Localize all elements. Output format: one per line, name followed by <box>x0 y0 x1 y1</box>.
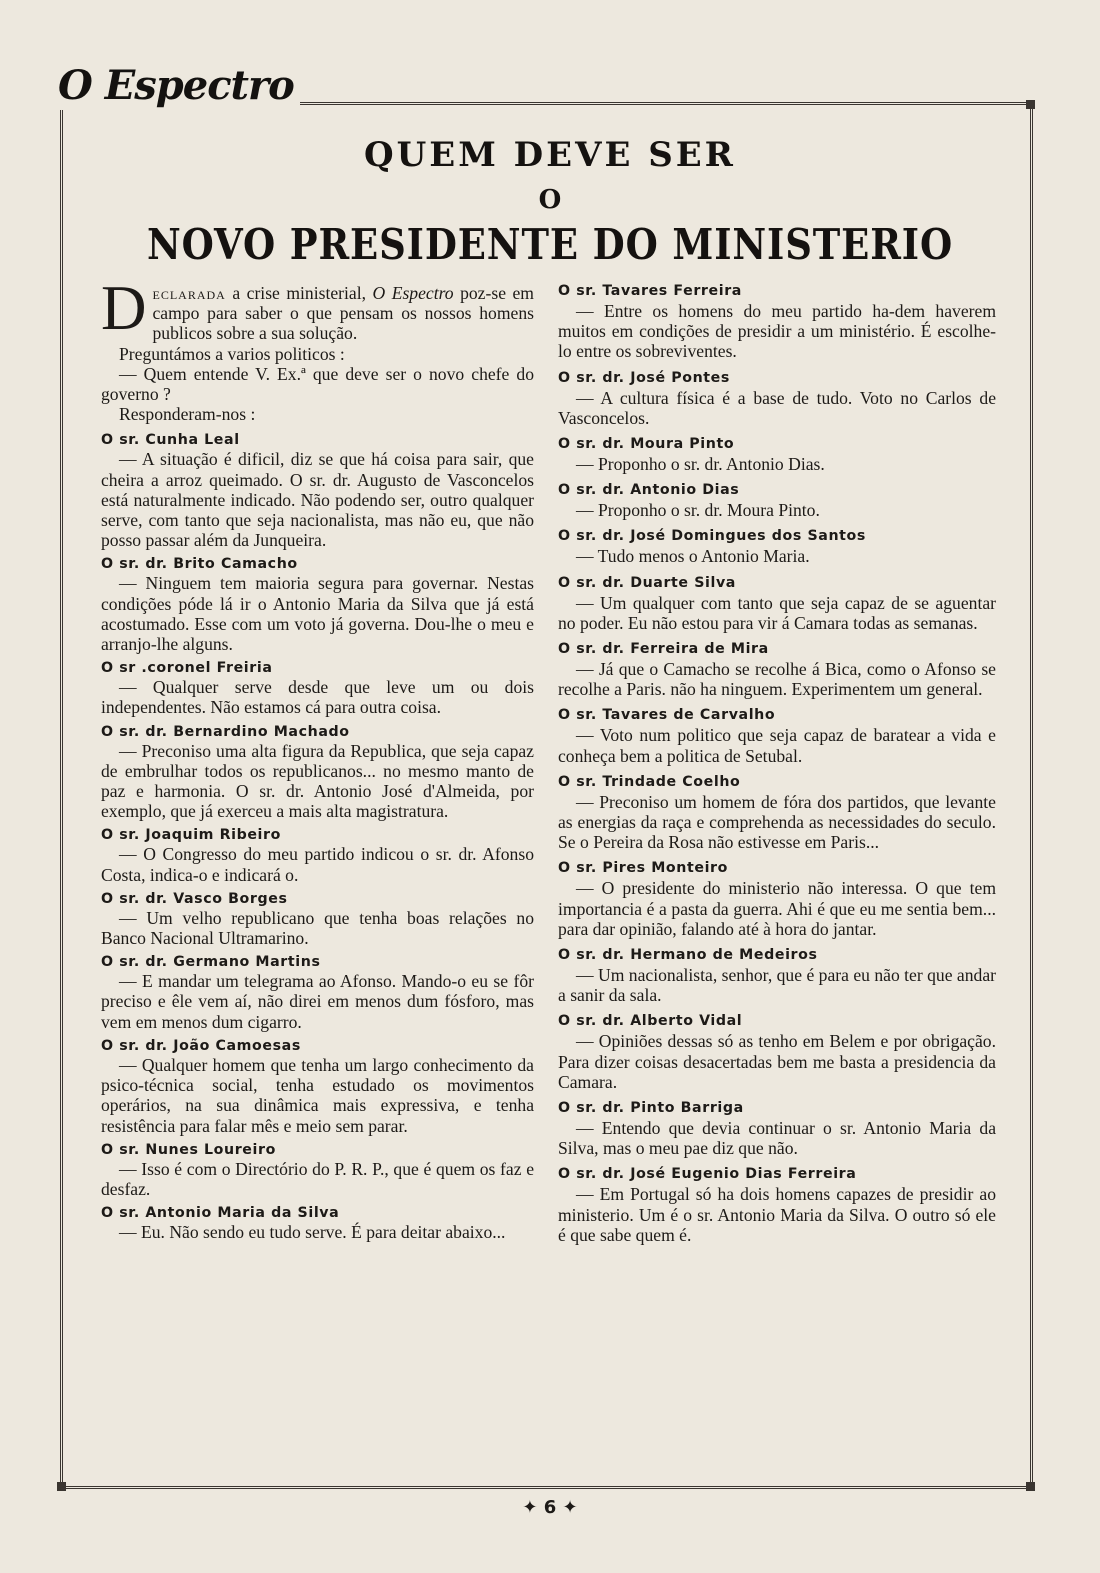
frame-rule-left <box>60 110 63 1487</box>
speaker-name: O sr. Trindade Coelho <box>558 773 741 790</box>
speaker-answer: — Um velho republicano que tenha boas relações no Banco Nacional Ultramarino. <box>101 907 534 949</box>
intro-lead: eclarada <box>152 283 226 303</box>
speaker-name: O sr. dr. Brito Camacho <box>101 556 298 573</box>
speaker-answer: — E mandar um telegrama ao Afonso. Mando-o eu se fôr preciso e êle vem aí, não direi em menos dum fósforo, mas vem em menos dum cigarro. <box>101 971 534 1032</box>
interview-entry <box>101 954 534 1032</box>
frame-rule-top <box>300 102 1030 105</box>
intro-rest: poz-se em campo para saber o que pensam os nossos homens publicos sobre a sua solução. <box>152 283 534 344</box>
interview-entry <box>101 891 534 948</box>
speaker-answer: — Preconiso um homem de fóra dos partidos, que levante as energias da raça e comprehenda as necessidades do seculo. Se o Pereira da Rosa não estivesse em Paris... <box>558 791 996 853</box>
article-column-left <box>101 273 534 1248</box>
masthead-logo: O Espectro <box>58 62 294 109</box>
article-column-right <box>558 283 996 1253</box>
interview-entry <box>101 1038 534 1136</box>
drop-cap: D <box>101 273 147 343</box>
headline-line-1: QUEM DEVE SER <box>364 135 736 175</box>
speaker-name: O sr. dr. Alberto Vidal <box>558 1013 743 1030</box>
speaker-name: O sr. dr. José Domingues dos Santos <box>558 528 866 545</box>
speaker-name: O sr. Antonio Maria da Silva <box>101 1205 340 1222</box>
speaker-answer: — Um qualquer com tanto que seja capaz de se aguentar no poder. Eu não estou para vir á Camara todas as semanas. <box>558 592 996 633</box>
speaker-answer: — Opiniões dessas só as tenho em Belem e por obrigação. Para dizer coisas desacertadas bem me basta a presidencia da Camara. <box>558 1031 996 1092</box>
interview-entry <box>558 528 996 566</box>
interview-entry <box>558 707 996 765</box>
intro-lead-rest: a crise ministerial, <box>225 283 373 303</box>
speaker-name: O sr. Nunes Loureiro <box>101 1141 276 1158</box>
speaker-name: O sr. dr. José Eugenio Dias Ferreira <box>558 1166 857 1183</box>
interview-entry <box>558 774 996 853</box>
frame-rule-bottom <box>60 1486 1032 1489</box>
speaker-answer: — Voto num politico que seja capaz de baratear a vida e conheça bem a politica de Setubal. <box>558 725 996 766</box>
speaker-answer: — Proponho o sr. dr. Antonio Dias. <box>576 454 825 475</box>
speaker-name: O sr. dr. Bernardino Machado <box>101 723 350 740</box>
interview-entry <box>101 724 534 822</box>
speaker-name: O sr. Pires Monteiro <box>558 860 728 877</box>
speaker-answer: — Eu. Não sendo eu tudo serve. É para deitar abaixo... <box>119 1222 506 1243</box>
speaker-answer: — Entre os homens do meu partido ha-dem haverem muitos em condições de presidir a um ministério. É escolhe-lo entre os sobreviventes. <box>558 301 996 362</box>
headline-line-2: O <box>538 185 562 215</box>
speaker-answer: — O presidente do ministerio não interessa. O que tem importancia é a pasta da guerra. Ahi é que eu me sentia bem... para dar opinião, falando até à hora do jantar. <box>558 878 996 939</box>
interview-entry <box>101 1142 534 1199</box>
speaker-name: O sr. Tavares Ferreira <box>558 283 742 299</box>
publication-name: O Espectro <box>372 283 454 303</box>
speaker-name: O sr. dr. Ferreira de Mira <box>558 641 769 658</box>
page-number: ✦ 6 ✦ <box>522 1497 578 1518</box>
interview-entry <box>558 482 996 520</box>
interview-entry <box>558 947 996 1005</box>
speaker-answer: — Já que o Camacho se recolhe á Bica, como o Afonso se recolhe a Paris. não ha ninguem. Experimentem um general. <box>558 659 996 700</box>
corner-ornament-top-right <box>1026 100 1035 109</box>
speaker-name: O sr. Joaquim Ribeiro <box>101 827 281 844</box>
speaker-name: O sr. dr. Moura Pinto <box>558 436 735 453</box>
speaker-name: O sr. Tavares de Carvalho <box>558 707 776 724</box>
speaker-answer: — Um nacionalista, senhor, que é para eu não ter que andar a sanir da sala. <box>558 965 996 1006</box>
speaker-answer: — Qualquer serve desde que leve um ou dois independentes. Não estamos cá para outra coisa. <box>101 677 534 718</box>
interview-entry <box>558 370 996 428</box>
speaker-answer: — Em Portugal só ha dois homens capazes de presidir ao ministerio. Um é o sr. Antonio Maria da Silva. O outro só ele é que sabe quem é. <box>558 1184 996 1245</box>
interview-entry <box>101 432 534 550</box>
interview-entry <box>558 575 996 633</box>
interview-entry <box>558 860 996 939</box>
intro-question: — Quem entende V. Ex.ª que deve ser o novo chefe do governo ? <box>101 363 534 405</box>
speaker-name: O sr. dr. José Pontes <box>558 369 730 386</box>
speaker-name: O sr. dr. Hermano de Medeiros <box>558 947 818 964</box>
interview-entry <box>101 827 534 884</box>
interview-entry <box>101 1205 534 1242</box>
corner-ornament-bottom-right <box>1026 1482 1035 1491</box>
intro-paragraph <box>101 273 534 344</box>
interview-entry <box>558 1100 996 1158</box>
interview-entry <box>101 660 534 717</box>
interview-entry <box>558 1013 996 1092</box>
interview-entry <box>558 641 996 699</box>
right-entries <box>558 283 996 1245</box>
interview-entry <box>558 1166 996 1245</box>
interview-entry <box>558 283 996 362</box>
speaker-name: O sr. dr. Vasco Borges <box>101 890 288 907</box>
speaker-name: O sr. Cunha Leal <box>101 432 240 449</box>
speaker-answer: — Entendo que devia continuar o sr. Antonio Maria da Silva, mas o meu pae diz que não. <box>558 1118 996 1159</box>
speaker-answer: — O Congresso do meu partido indicou o sr. dr. Afonso Costa, indica-o e indicará o. <box>101 844 534 885</box>
speaker-answer: — A situação é dificil, diz se que há coisa para sair, que cheira a arroz queimado. O sr. dr. Augusto de Vasconcelos está naturalmente indicado. Não podendo ser, outro qualquer serve, com tanto que seja nacionalista, mas não eu, que não posso passar além da Junqueira. <box>101 449 534 551</box>
intro-question-lead: Preguntámos a varios politicos : <box>119 343 345 364</box>
left-entries <box>101 432 534 1242</box>
speaker-answer: — Proponho o sr. dr. Moura Pinto. <box>576 500 820 521</box>
speaker-name: O sr. dr. Antonio Dias <box>558 482 740 499</box>
speaker-answer: — Isso é com o Directório do P. R. P., que é quem os faz e desfaz. <box>101 1158 534 1199</box>
speaker-name: O sr. dr. Duarte Silva <box>558 574 736 591</box>
speaker-answer: — Tudo menos o Antonio Maria. <box>576 546 810 567</box>
speaker-name: O sr. dr. Germano Martins <box>101 954 321 971</box>
headline-line-3: NOVO PRESIDENTE DO MINISTERIO <box>146 220 954 269</box>
speaker-answer: — Qualquer homem que tenha um largo conhecimento da psico-técnica social, tenha estudado os movimentos operários, na sua dinâmica mais expressiva, e tenha resistência para falar mês e meio sem parar. <box>101 1054 534 1136</box>
frame-rule-right <box>1030 104 1033 1487</box>
intro-answer-lead: Responderam-nos : <box>119 404 256 425</box>
interview-entry <box>101 556 534 654</box>
speaker-name: O sr. dr. Pinto Barriga <box>558 1100 744 1117</box>
speaker-name: O sr. dr. João Camoesas <box>101 1037 301 1054</box>
speaker-name: O sr .coronel Freiria <box>101 660 273 677</box>
speaker-answer: — Ninguem tem maioria segura para governar. Nestas condições póde lá ir o Antonio Maria da Silva que já está acostumado. Esse com um voto já governa. Dou-lhe o meu e arranjo-lhe alguns. <box>101 573 534 655</box>
speaker-answer: — A cultura física é a base de tudo. Voto no Carlos de Vasconcelos. <box>558 387 996 428</box>
interview-entry <box>558 436 996 474</box>
speaker-answer: — Preconiso uma alta figura da Republica, que seja capaz de embrulhar todos os republicanos... no mesmo manto de paz e harmonia. O sr. dr. Antonio José d'Almeida, por exemplo, que já exerceu a mais alta magistratura. <box>101 740 534 822</box>
corner-ornament-bottom-left <box>57 1482 66 1491</box>
